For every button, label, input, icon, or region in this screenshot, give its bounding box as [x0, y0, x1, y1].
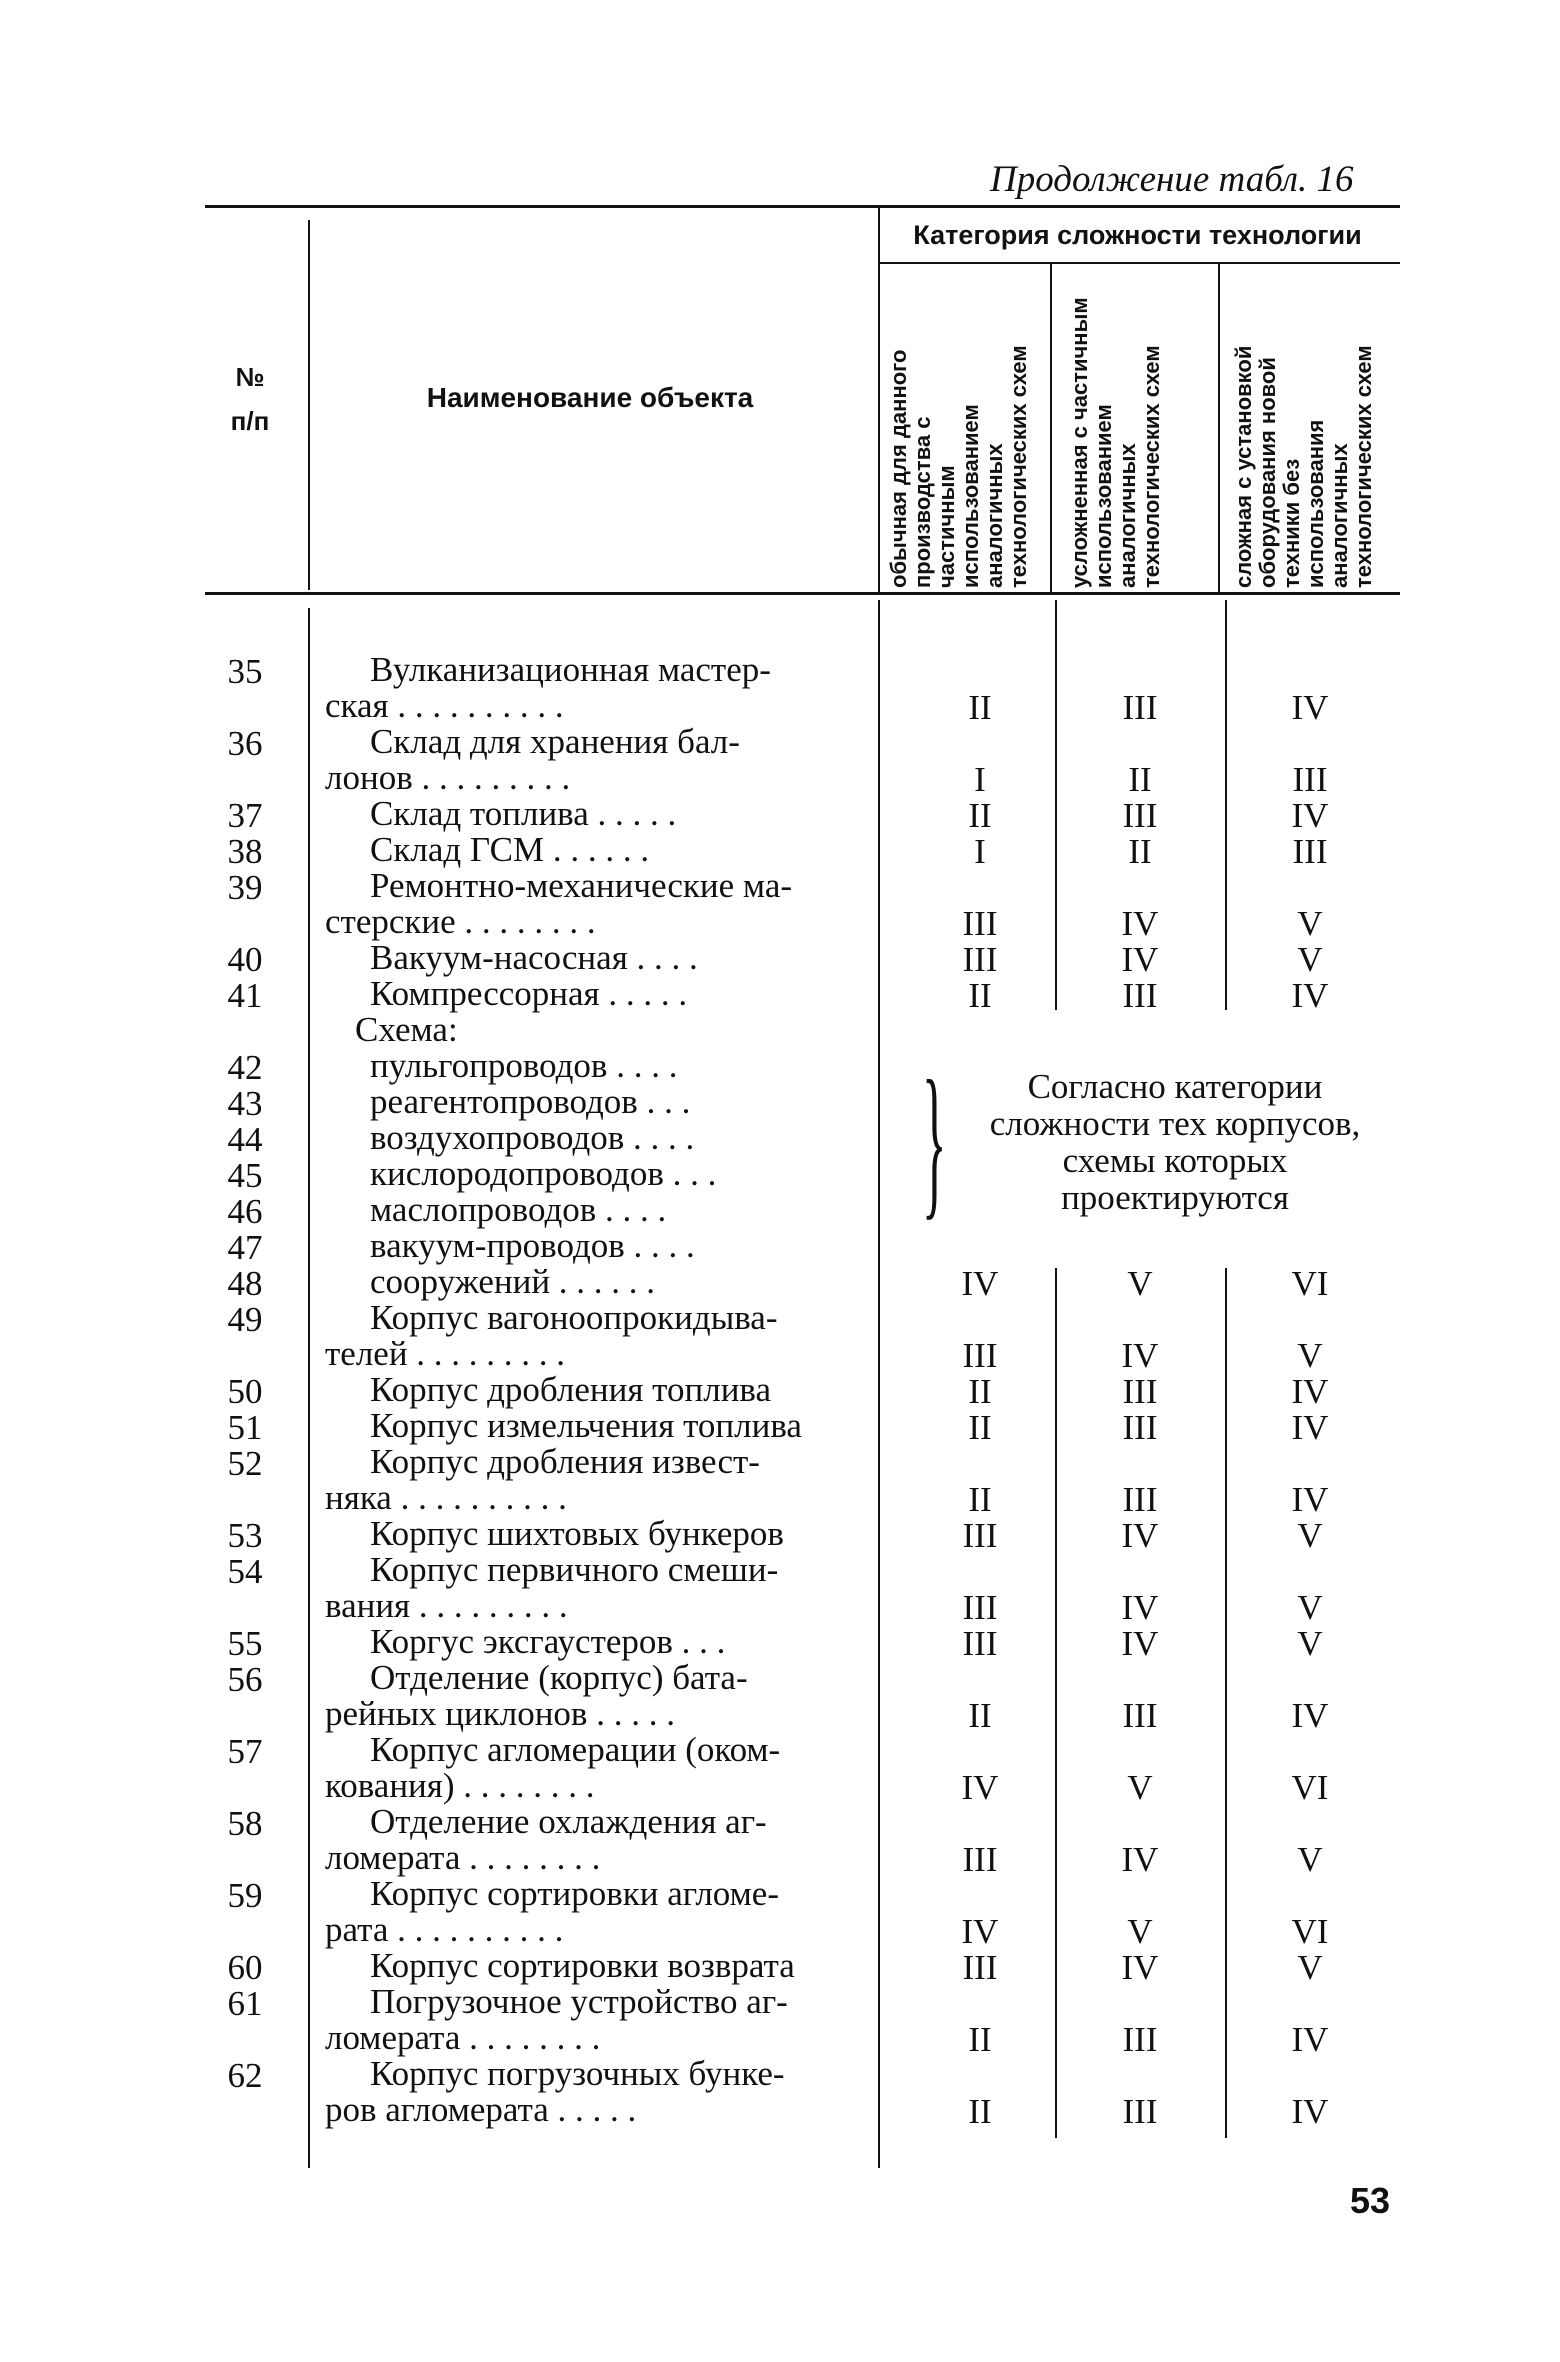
- row-number: 39: [227, 868, 263, 907]
- object-name-line: Корпус погрузочных бунке-: [370, 2054, 785, 2093]
- object-name-line: Корпус первичного смеши-: [370, 1550, 779, 1589]
- col-divider-cat1-body-a: [1055, 600, 1057, 1010]
- category-cell: III: [1122, 688, 1158, 727]
- category-cell: V: [1127, 1912, 1153, 1951]
- category-cell: III: [962, 1948, 998, 1987]
- merged-note-line: схемы которых: [1062, 1141, 1288, 1180]
- row-number: 60: [227, 1948, 263, 1987]
- category-cell: IV: [1121, 1840, 1159, 1879]
- category-cell: IV: [1291, 2092, 1329, 2131]
- object-name-line: няка . . . . . . . . . .: [325, 1478, 567, 1517]
- col-divider-no-body: [308, 608, 310, 2168]
- category-cell: IV: [1121, 1948, 1159, 1987]
- object-name-line: Погрузочное устройство аг-: [370, 1982, 788, 2021]
- row-number: 55: [227, 1624, 263, 1663]
- header-no-sign: №: [235, 362, 265, 392]
- row-number: 52: [227, 1444, 263, 1483]
- row-number: 46: [227, 1192, 263, 1231]
- category-cell: V: [1297, 1840, 1323, 1879]
- object-name-line: телей . . . . . . . . .: [325, 1334, 566, 1373]
- category-cell: I: [974, 760, 986, 799]
- merged-note-line: сложности тех корпусов,: [989, 1104, 1361, 1143]
- curly-brace: }: [922, 1046, 947, 1234]
- header-no-abbr: п/п: [230, 406, 270, 436]
- continuation-label: Продолжение табл. 16: [990, 159, 1354, 200]
- category-cell: V: [1297, 1624, 1323, 1663]
- object-name-line: Корпус агломерации (оком-: [370, 1730, 781, 1769]
- merged-category-note: [940, 1068, 1410, 1216]
- object-name-line: кования) . . . . . . . .: [325, 1766, 595, 1805]
- object-name-line: кислородопроводов . . .: [370, 1154, 717, 1193]
- category-cell: IV: [1291, 688, 1329, 727]
- row-number: 48: [227, 1264, 263, 1303]
- row-number: 40: [227, 940, 263, 979]
- header-name: Наименование объекта: [426, 382, 754, 413]
- page-number: 53: [1350, 2180, 1391, 2221]
- object-name-line: Вакуум-насосная . . . .: [370, 938, 698, 977]
- row-number: 59: [227, 1876, 263, 1915]
- row-number: 47: [227, 1228, 263, 1267]
- header-no: [205, 355, 295, 443]
- object-name-line: Компрессорная . . . . .: [370, 974, 688, 1013]
- category-cell: III: [962, 1516, 998, 1555]
- category-cell: II: [968, 796, 992, 835]
- category-cell: VI: [1291, 1912, 1329, 1951]
- object-name-line: лонов . . . . . . . . .: [325, 758, 571, 797]
- object-name-line: рейных циклонов . . . . .: [325, 1694, 675, 1733]
- header-category: Категория сложности технологии: [913, 220, 1362, 250]
- category-cell: III: [1122, 1372, 1158, 1411]
- object-name-line: Отделение охлаждения аг-: [370, 1802, 767, 1841]
- category-cell: III: [962, 904, 998, 943]
- category-cell: III: [962, 1624, 998, 1663]
- object-name-line: ломерата . . . . . . . .: [325, 1838, 601, 1877]
- category-cell: V: [1297, 1588, 1323, 1627]
- row-number: 45: [227, 1156, 263, 1195]
- category-cell: IV: [1121, 1588, 1159, 1627]
- merged-note-line: Согласно категории: [1027, 1067, 1323, 1106]
- category-cell: III: [1292, 760, 1328, 799]
- category-cell: III: [1122, 2020, 1158, 2059]
- object-name-line: Склад топлива . . . . .: [370, 794, 677, 833]
- category-cell: V: [1297, 1948, 1323, 1987]
- row-number: 50: [227, 1372, 263, 1411]
- col-divider-cat1-body-b: [1055, 1268, 1057, 2138]
- row-number: 58: [227, 1804, 263, 1843]
- object-name-line: реагентопроводов . . .: [370, 1082, 691, 1121]
- object-name-line: Вулканизационная мастер-: [370, 650, 771, 689]
- row-number: 49: [227, 1300, 263, 1339]
- category-cell: III: [962, 1336, 998, 1375]
- category-cell: II: [1128, 832, 1152, 871]
- table-top-rule: [205, 205, 1400, 208]
- row-number: 37: [227, 796, 263, 835]
- object-name-line: Корпус шихтовых бункеров: [370, 1514, 784, 1553]
- row-number: 53: [227, 1516, 263, 1555]
- category-cell: II: [968, 1408, 992, 1447]
- category-cell: II: [968, 1372, 992, 1411]
- object-name-line: Корпус сортировки возврата: [370, 1946, 795, 1985]
- category-cell: IV: [1121, 940, 1159, 979]
- category-cell: VI: [1291, 1768, 1329, 1807]
- object-name-line: Корпус измельчения топлива: [370, 1406, 802, 1445]
- category-cell: III: [1122, 2092, 1158, 2131]
- category-cell: IV: [1121, 1516, 1159, 1555]
- category-cell: IV: [1291, 1696, 1329, 1735]
- row-number: 42: [227, 1048, 263, 1087]
- row-number: 36: [227, 724, 263, 763]
- category-cell: V: [1297, 1516, 1323, 1555]
- header-bottom-rule: [205, 592, 1400, 595]
- category-cell: IV: [961, 1264, 999, 1303]
- object-name-line: воздухопроводов . . . .: [370, 1118, 695, 1157]
- category-cell: IV: [1291, 796, 1329, 835]
- header-col-1: обычная для данного производства с частичным использованием аналогичных технологических схем: [886, 345, 1031, 588]
- category-cell: VI: [1291, 1264, 1329, 1303]
- category-cell: IV: [961, 1768, 999, 1807]
- row-number: 56: [227, 1660, 263, 1699]
- object-name-line: ская . . . . . . . . . .: [325, 686, 564, 725]
- category-cell: II: [968, 976, 992, 1015]
- category-cell: III: [962, 940, 998, 979]
- object-name-line: рата . . . . . . . . . .: [325, 1910, 564, 1949]
- category-cell: V: [1127, 1264, 1153, 1303]
- category-cell: V: [1127, 1768, 1153, 1807]
- object-name-line: Склад ГСМ . . . . . .: [370, 830, 650, 869]
- object-name-line: стерские . . . . . . . .: [325, 902, 596, 941]
- row-number: 43: [227, 1084, 263, 1123]
- category-cell: IV: [1291, 2020, 1329, 2059]
- header-col-3: сложная с установкой оборудования новой техники без использования аналогичных технологических схем: [1231, 345, 1376, 588]
- category-cell: IV: [1291, 1408, 1329, 1447]
- category-cell: I: [974, 832, 986, 871]
- object-name-line: вакуум-проводов . . . .: [370, 1226, 695, 1265]
- category-cell: III: [1122, 796, 1158, 835]
- object-name-line: Склад для хранения бал-: [370, 722, 740, 761]
- category-cell: IV: [1121, 1624, 1159, 1663]
- object-name-line: пульгопроводов . . . .: [370, 1046, 678, 1085]
- category-cell: II: [1128, 760, 1152, 799]
- merged-note-line: проектируются: [1061, 1178, 1289, 1217]
- category-cell: IV: [961, 1912, 999, 1951]
- object-name-line: ломерата . . . . . . . .: [325, 2018, 601, 2057]
- row-number: 41: [227, 976, 263, 1015]
- object-name-line: сооружений . . . . . .: [370, 1262, 656, 1301]
- object-name-line: Корпус вагоноопрокидыва-: [370, 1298, 778, 1337]
- object-name-line: Ремонтно-механические ма-: [370, 866, 793, 905]
- category-cell: III: [1122, 1480, 1158, 1519]
- category-cell: II: [968, 2092, 992, 2131]
- row-number: 44: [227, 1120, 263, 1159]
- category-cell: II: [968, 2020, 992, 2059]
- category-cell: IV: [1291, 1480, 1329, 1519]
- category-cell: II: [968, 1696, 992, 1735]
- row-number: 62: [227, 2056, 263, 2095]
- category-cell: III: [1122, 1696, 1158, 1735]
- col-divider-cat2-body-b: [1225, 1268, 1227, 2138]
- object-name-line: вания . . . . . . . . .: [325, 1586, 568, 1625]
- category-cell: II: [968, 1480, 992, 1519]
- col-divider-cat2-body-a: [1225, 600, 1227, 1010]
- category-cell: III: [1292, 832, 1328, 871]
- row-number: 51: [227, 1408, 263, 1447]
- col-divider-cat2: [1218, 264, 1220, 592]
- object-name-line: Отделение (корпус) бата-: [370, 1658, 748, 1697]
- category-cell: V: [1297, 904, 1323, 943]
- col-divider-name: [878, 208, 880, 592]
- category-cell: V: [1297, 1336, 1323, 1375]
- category-cell: IV: [1121, 1336, 1159, 1375]
- object-name-line: Корпус сортировки агломе-: [370, 1874, 779, 1913]
- category-cell: III: [1122, 976, 1158, 1015]
- object-name-line: Схема:: [355, 1010, 458, 1049]
- row-number: 38: [227, 832, 263, 871]
- category-cell: III: [962, 1840, 998, 1879]
- object-name-line: Корпус дробления извест-: [370, 1442, 760, 1481]
- row-number: 54: [227, 1552, 263, 1591]
- category-rule: [878, 262, 1400, 264]
- object-name-line: Коргус эксгаустеров . . .: [370, 1622, 726, 1661]
- row-number: 35: [227, 652, 263, 691]
- row-number: 61: [227, 1984, 263, 2023]
- category-cell: IV: [1121, 904, 1159, 943]
- category-cell: III: [962, 1588, 998, 1627]
- category-cell: V: [1297, 940, 1323, 979]
- category-cell: IV: [1291, 1372, 1329, 1411]
- header-col-2: усложненная с частичным использованием аналогичных технологических схем: [1067, 297, 1164, 588]
- category-cell: III: [1122, 1408, 1158, 1447]
- object-name-line: ров агломерата . . . . .: [325, 2090, 637, 2129]
- object-name-line: маслопроводов . . . .: [370, 1190, 667, 1229]
- category-cell: IV: [1291, 976, 1329, 1015]
- category-cell: II: [968, 688, 992, 727]
- row-number: 57: [227, 1732, 263, 1771]
- object-name-line: Корпус дробления топлива: [370, 1370, 772, 1409]
